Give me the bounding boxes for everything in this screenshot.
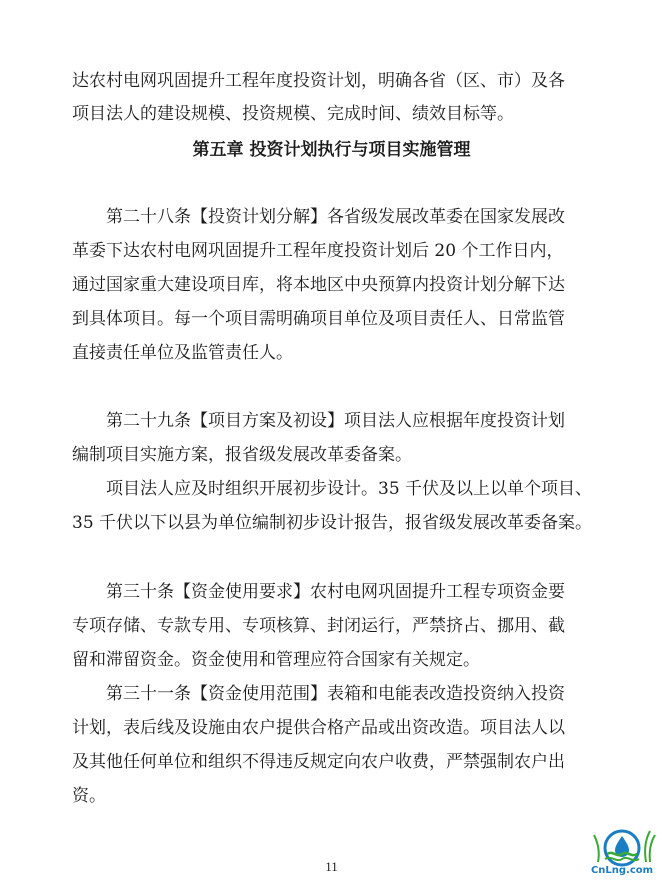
article-30-line-1: 第三十条【资金使用要求】农村电网巩固提升工程专项资金要: [106, 582, 565, 602]
page-number: 11: [325, 859, 338, 874]
article-31-line-3: 及其他任何单位和组织不得违反规定向农户收费，严禁强制农户出: [72, 752, 565, 772]
article-30-line-2: 专项存储、专款专用、专项核算、封闭运行，严禁挤占、挪用、截: [72, 616, 565, 636]
article-28-line-4: 到具体项目。每一个项目需明确项目单位及项目责任人、日常监管: [72, 309, 565, 329]
watermark-logo: [586, 828, 658, 880]
article-28-line-2: 革委下达农村电网巩固提升工程年度投资计划后 20 个工作日内，: [72, 241, 564, 261]
drop-wave-icon: [586, 828, 658, 868]
text-line-1: 达农村电网巩固提升工程年度投资计划，明确各省（区、市）及各: [72, 71, 565, 91]
article-28-line-1: 第二十八条【投资计划分解】各省级发展改革委在国家发展改: [106, 207, 565, 227]
article-29-paragraph-2-line-1: 项目法人应及时组织开展初步设计。35 千伏及以上以单个项目、: [106, 479, 593, 499]
article-29-line-2: 编制项目实施方案，报省级发展改革委备案。: [72, 445, 412, 465]
article-28-line-3: 通过国家重大建设项目库，将本地区中央预算内投资计划分解下达: [72, 275, 565, 295]
article-29-line-1: 第二十九条【项目方案及初设】项目法人应根据年度投资计划: [106, 411, 565, 431]
article-29-paragraph-2-line-2: 35 千伏以下以县为单位编制初步设计报告，报省级发展改革委备案。: [72, 513, 593, 533]
article-31-line-2: 计划，表后线及设施由农户提供合格产品或出资改造。项目法人以: [72, 718, 565, 738]
article-31-line-1: 第三十一条【资金使用范围】表箱和电能表改造投资纳入投资: [106, 684, 565, 704]
article-31-line-4: 资。: [72, 786, 106, 806]
chapter-heading: 第五章 投资计划执行与项目实施管理: [192, 140, 471, 160]
article-30-line-3: 留和滞留资金。资金使用和管理应符合国家有关规定。: [72, 650, 480, 670]
watermark-text: CnLng.com: [590, 865, 654, 876]
text-line-2: 项目法人的建设规模、投资规模、完成时间、绩效目标等。: [72, 104, 514, 124]
article-28-line-5: 直接责任单位及监管责任人。: [72, 343, 293, 363]
